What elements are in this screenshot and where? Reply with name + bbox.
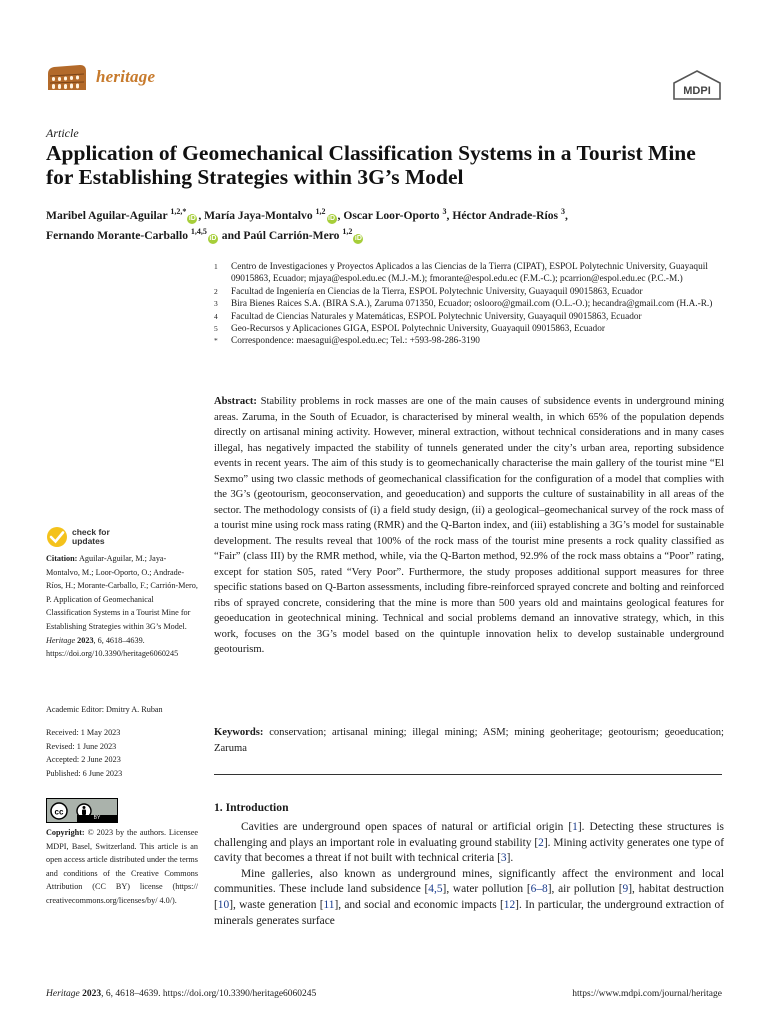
- author-affiliation-marker: 3: [560, 207, 565, 216]
- author-affiliation-marker: 1,2: [315, 207, 326, 216]
- citation-link[interactable]: 12: [503, 898, 516, 911]
- citation-label: Citation:: [46, 554, 78, 563]
- cc-by-license-badge[interactable]: [46, 798, 118, 823]
- mdpi-label: MDPI: [683, 85, 711, 97]
- citation-year: 2023: [77, 635, 94, 645]
- author-name: Oscar Loor-Oporto: [343, 208, 443, 222]
- citation-link[interactable]: 1: [572, 821, 578, 833]
- paragraph: Mine galleries, also known as underground mines, significantly affect the environment and local communities. These include land subsidence [4,5], water pollution [6–8], air pollution [9], habitat destruction [10], waste generation [11], and social and economic impacts [12]. In particular, the underground extraction of minerals generates surface: [214, 867, 724, 927]
- citation-link[interactable]: 9: [622, 883, 629, 896]
- affiliation-number: 4: [214, 311, 218, 321]
- affiliation-item: [214, 286, 724, 298]
- affiliation-text: Centro de Investigaciones y Proyectos Aplicados a las Ciencias de la Tierra (CIPAT), ESPOL Polytechnic University, Guayaquil 09015863, Ecuador; mjaya@espol.edu.ec (M.J.-M.); fmorante@espol.edu.ec (F.M.-C.); pcarrion@espol.edu.ec (P.C.-M.): [231, 262, 708, 285]
- article-type: Article: [46, 126, 79, 140]
- date-revised: Revised: 1 June 2023: [46, 741, 117, 751]
- svg-text:cc: cc: [54, 807, 64, 816]
- mdpi-logo[interactable]: [672, 70, 722, 105]
- author-list: Maribel Aguilar-Aguilar $^{1,2,*}$iD , María Jaya-Montalvo $^{1,2}$iD , Oscar Loor-Oporto $^3$, Héctor Andrade-Ríos $^3$, Fernando Morante-Carballo $^{1,4,5}$iD and Paúl Carrión-Mero $^{1,2}$iD: [46, 207, 568, 242]
- academic-editor: Academic Editor: Dmitry A. Ruban: [46, 705, 163, 714]
- affiliation-text: Correspondence: maesagui@espol.edu.ec; Tel.: +593-98-286-3190: [231, 336, 480, 347]
- abstract-text: Stability problems in rock masses are one of the main causes of subsidence events in underground mining areas. Zaruma, in the South of Ecuador, is characterised by mineral wealth, in which 65% of the population depends directly on artisanal mining activity. However, mineral extraction, without technical considerations and in many cases illegal, has negatively impacted the stability of tunnels generated under the city’s urban area, reporting subsidence events in recent years. The aim of this study is to geomechanically characterise the main gallery of the tourist mine “El Sexmo” using two classic methods of geomechanical classification for the configuration of a model that complies with the 3G’s (geotourism, geoconservation, and geoeducation) and supports the culture of sustainability in all areas of the sector. The methodology consists of (i) a field study design, (ii) a geological–geomechanical survey of the rock mass of a tourist mine using rock mass rating (RMR) and the Q-Barton index, and (iii) establishing a 3G’s model for sustainable development. The results reveal that 100% of the rock mass of the tourist mine presents a rock quality classified as “Fair” (class III) by the RMR method, while, via the Q-Barton method, 92.9% of the rock mass obtains a “Poor” rating, except for station S05, rated “Very Poor”. Furthermore, the study proposes additional support measures for three specific stations based on Q-Barton assessments, including fibre-reinforced sprayed concrete and bolting and reinforced ribs of sprayed concrete, considering that the mine is more than 500 years old and maintains geological features for geoeducation in geotechnical mining. Technical and social problems demand an innovative strategy, which, in this work, focuses on the 3G’s model based on the quintuple innovation helix to develop sustainable underground geotourism.: [214, 396, 724, 655]
- affiliation-text: Facultad de Ingeniería en Ciencias de la Tierra, ESPOL Polytechnic University, Guayaquil 09015863, Ecuador: [231, 286, 643, 297]
- creative-commons-icon: [50, 802, 68, 820]
- check-updates-icon: [46, 526, 68, 548]
- author-name: Fernando Morante-Carballo: [46, 228, 191, 242]
- affiliation-text: Geo-Recursos y Aplicaciones GIGA, ESPOL Polytechnic University, Guayaquil 09015863, Ecuador: [231, 324, 605, 335]
- affiliation-item: [214, 323, 724, 335]
- footer-journal: Heritage: [46, 989, 80, 999]
- affiliations: [214, 261, 724, 348]
- citation-rest[interactable]: , 6, 4618–4639. https://doi.org/10.3390/heritage6060245: [46, 635, 179, 659]
- copyright-text: © 2023 by the authors. Licensee MDPI, Basel, Switzerland. This article is an open access article distributed under the terms and conditions of the Creative Commons Attribution (CC BY) license (https:// creativecommons.org/licenses/by/ 4.0/).: [46, 828, 199, 905]
- affiliation-item: [214, 261, 724, 286]
- citation-link[interactable]: 11: [323, 898, 335, 911]
- check-updates-line1: check for: [72, 527, 110, 537]
- affiliation-item: [214, 335, 724, 347]
- affiliation-number: 5: [214, 324, 218, 334]
- author-name: Paúl Carrión-Mero: [243, 228, 343, 242]
- check-for-updates-badge[interactable]: [46, 526, 110, 548]
- section-heading-introduction: 1. Introduction: [214, 801, 289, 814]
- author-name: Héctor Andrade-Ríos: [452, 208, 561, 222]
- check-updates-line2: updates: [72, 536, 105, 546]
- citation-text: Aguilar-Aguilar, M.; Jaya-Montalvo, M.; Loor-Oporto, O.; Andrade-Ríos, H.; Morante-Carballo, F.; Carrión-Mero, P. Application of Geomechanical Classification Systems in a Tourist Mine for Establishing Strategies within 3G’s Model.: [46, 554, 198, 631]
- date-received: Received: 1 May 2023: [46, 728, 121, 737]
- affiliation-item: [214, 298, 724, 310]
- footer-year: 2023: [82, 989, 102, 999]
- abstract-label: Abstract:: [214, 396, 257, 407]
- footer-doi[interactable]: , 6, 4618–4639. https://doi.org/10.3390/heritage6060245: [101, 989, 317, 999]
- author-affiliation-marker: 1,4,5: [190, 226, 207, 236]
- affiliation-text: Facultad de Ciencias Naturales y Matemáticas, ESPOL Polytechnic University, Guayaquil 09015863, Ecuador: [231, 311, 642, 322]
- article-title: Application of Geomechanical Classification Systems in a Tourist Mine for Establishing Strategies within 3G’s Model: [46, 141, 696, 189]
- author-affiliation-marker: 1,2,*: [170, 207, 187, 216]
- citation-link[interactable]: 10: [217, 898, 230, 911]
- affiliation-number: 3: [214, 299, 218, 309]
- author-affiliation-marker: 3: [442, 207, 447, 216]
- copyright-notice: [46, 826, 198, 908]
- affiliation-number: 1: [214, 262, 218, 271]
- orcid-icon[interactable]: iD: [328, 214, 336, 222]
- keywords: [214, 725, 724, 756]
- author-affiliation-marker: 1,2: [342, 226, 353, 236]
- citation-link[interactable]: 2: [538, 836, 544, 849]
- footer-journal-url[interactable]: https://www.mdpi.com/journal/heritage: [572, 989, 722, 999]
- section-divider: [214, 774, 722, 775]
- affiliation-text: Bira Bienes Raices S.A. (BIRA S.A.), Zaruma 071350, Ecuador; oslooro@gmail.com (O.L.-O.); hecandra@gmail.com (H.A.-R.): [231, 299, 713, 310]
- keywords-text: conservation; artisanal mining; illegal mining; ASM; mining geoheritage; geotourism; geoeducation; Zaruma: [214, 727, 724, 754]
- date-accepted: Accepted: 2 June 2023: [46, 755, 121, 765]
- colosseum-icon: [46, 62, 88, 92]
- affiliation-number: 2: [214, 286, 218, 296]
- author-name: María Jaya-Montalvo: [204, 208, 316, 222]
- citation-block: [46, 552, 198, 661]
- keywords-label: Keywords:: [214, 727, 264, 738]
- orcid-icon[interactable]: iD: [209, 234, 217, 242]
- footer-citation: [46, 989, 316, 999]
- introduction-body: [214, 820, 724, 929]
- cc-by-label: BY: [77, 815, 117, 822]
- orcid-icon[interactable]: iD: [188, 214, 196, 222]
- citation-journal: Heritage: [46, 635, 76, 645]
- paragraph: Cavities are underground open spaces of natural or artificial origin [1]. Detecting these structures is challenging and plays an important role in evaluating ground stability [2]. Mining activity generates one type of cavity that becomes a threat if not built with technical criteria [3].: [214, 821, 725, 865]
- affiliation-number: *: [214, 336, 218, 346]
- orcid-icon[interactable]: iD: [354, 234, 362, 242]
- citation-link[interactable]: 4,5: [428, 883, 443, 896]
- publication-dates: [46, 726, 198, 780]
- journal-name: heritage: [96, 67, 156, 86]
- copyright-label: Copyright:: [46, 828, 85, 837]
- author-name: Maribel Aguilar-Aguilar: [46, 208, 171, 222]
- date-published: Published: 6 June 2023: [46, 768, 123, 778]
- affiliation-item: [214, 311, 724, 323]
- citation-link[interactable]: 3: [500, 852, 507, 865]
- citation-link[interactable]: 6–8: [530, 883, 548, 896]
- abstract: [214, 394, 724, 658]
- journal-logo[interactable]: [46, 62, 155, 92]
